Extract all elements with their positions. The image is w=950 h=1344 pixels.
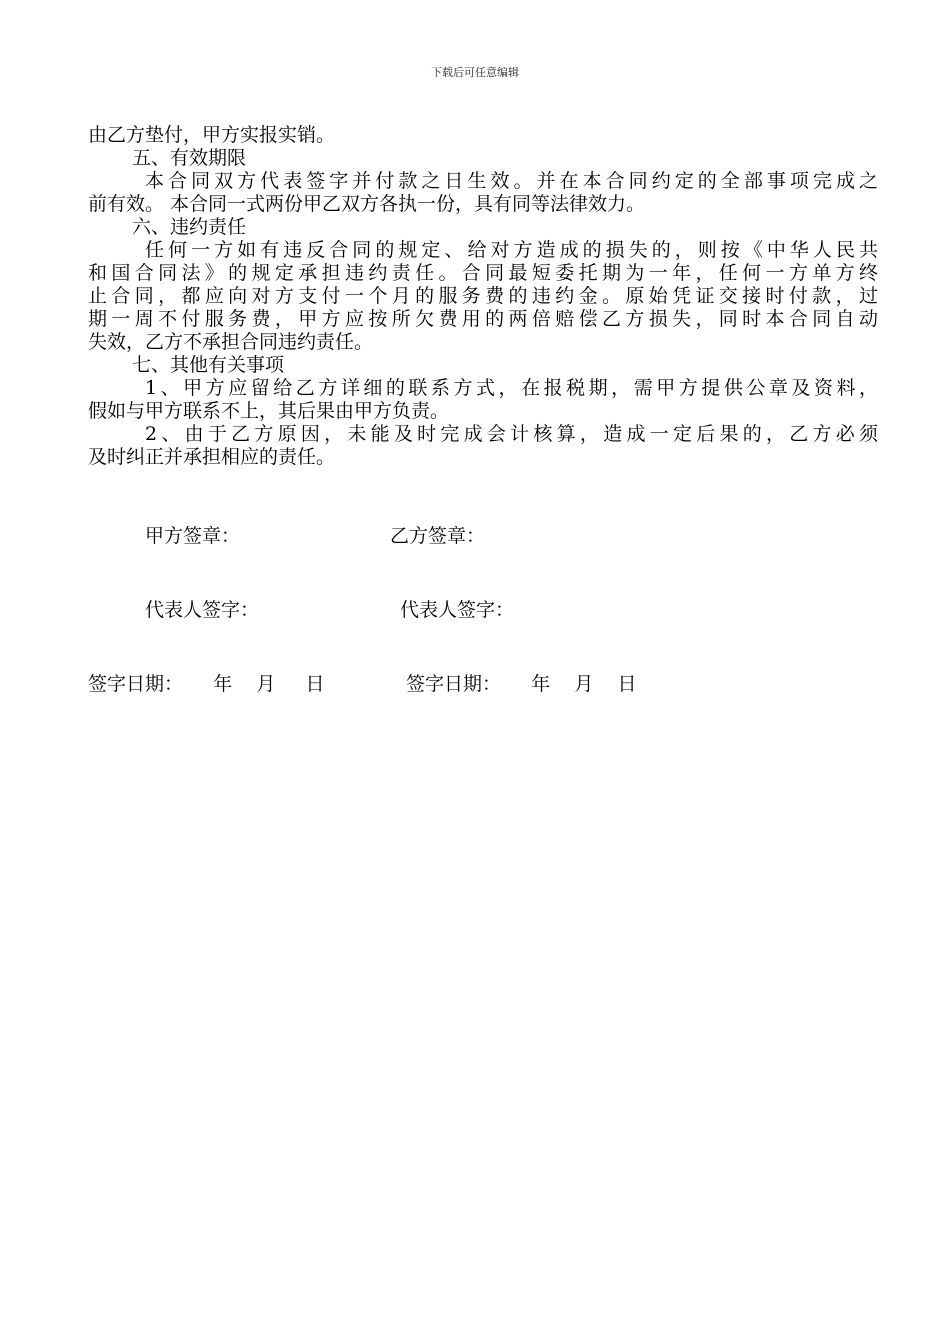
party-a-seal-label: 甲方签章：: [145, 525, 241, 547]
section-heading-validity: 五、有效期限: [132, 147, 247, 169]
paragraph-line: 止合同，都应向对方支付一个月的服务费的违约金。原始凭证交接时付款，过: [88, 285, 878, 307]
party-a-date-label: 签字日期： 年 月 日: [88, 673, 325, 695]
paragraph-line: 假如与甲方联系不上，其后果由甲方负责。: [88, 400, 450, 422]
contract-body: [88, 124, 878, 469]
party-a-rep-label: 代表人签字：: [145, 599, 260, 621]
paragraph-line: 期一周不付服务费，甲方应按所欠费用的两倍赔偿乙方损失，同时本合同自动: [88, 308, 878, 330]
section-heading-other-matters: 七、其他有关事项: [132, 354, 285, 376]
page-header-note: 下载后可任意编辑: [431, 66, 519, 79]
paragraph-line: 任何一方如有违反合同的规定、给对方造成的损失的，则按《中华人民共: [145, 239, 878, 261]
paragraph-line: 本合同双方代表签字并付款之日生效。并在本合同约定的全部事项完成之: [145, 170, 878, 192]
paragraph-line: 前有效。 本合同一式两份甲乙双方各执一份，具有同等法律效力。: [88, 193, 646, 215]
paragraph-line: 和国合同法》的规定承担违约责任。合同最短委托期为一年，任何一方单方终: [88, 262, 878, 284]
section-heading-breach: 六、违约责任: [132, 216, 247, 238]
paragraph-line: 由乙方垫付，甲方实报实销。: [88, 124, 336, 146]
paragraph-line: 2、由于乙方原因，未能及时完成会计核算，造成一定后果的，乙方必须: [145, 423, 878, 445]
paragraph-line: 失效，乙方不承担合同违约责任。: [88, 331, 374, 353]
paragraph-line: 1、甲方应留给乙方详细的联系方式，在报税期，需甲方提供公章及资料，: [145, 377, 878, 399]
party-b-rep-label: 代表人签字：: [400, 599, 515, 621]
paragraph-line: 及时纠正并承担相应的责任。: [88, 446, 336, 468]
party-b-seal-label: 乙方签章：: [390, 525, 486, 547]
party-b-date-label: 签字日期： 年 月 日: [406, 673, 637, 695]
